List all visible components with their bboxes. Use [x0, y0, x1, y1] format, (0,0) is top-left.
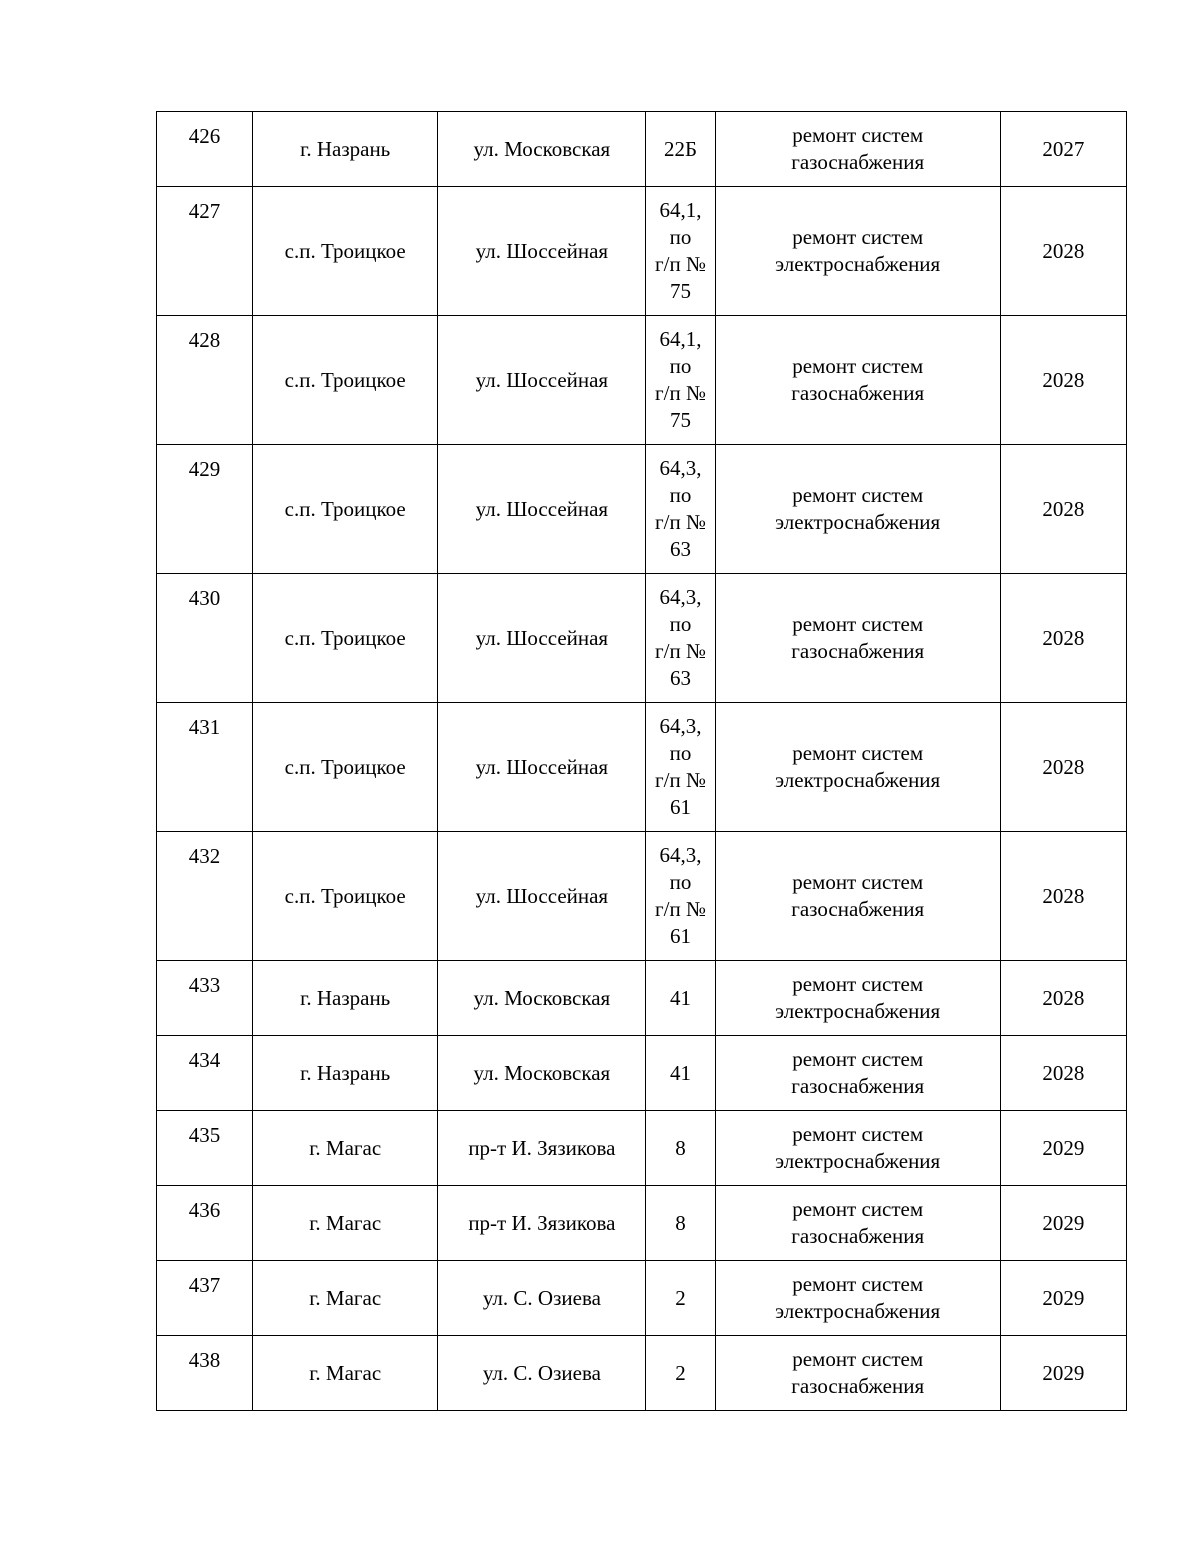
street-cell: ул. Шоссейная — [438, 187, 646, 316]
settlement-cell: с.п. Троицкое — [253, 703, 438, 832]
year-cell: 2029 — [1000, 1111, 1126, 1186]
house-number-cell — [646, 316, 715, 445]
street-cell: ул. Московская — [438, 112, 646, 187]
house-number-line: г/п № — [655, 897, 706, 921]
table-row — [157, 1036, 1127, 1111]
street-cell: пр-т И. Зязикова — [438, 1111, 646, 1186]
settlement-cell: с.п. Троицкое — [253, 445, 438, 574]
settlement-cell: с.п. Троицкое — [253, 832, 438, 961]
house-number-cell — [646, 703, 715, 832]
work-type-line: ремонт систем — [792, 1122, 924, 1146]
work-type-line: ремонт систем — [792, 1272, 924, 1296]
row-number: 436 — [188, 1198, 221, 1222]
house-number-line: 64,3, — [659, 585, 702, 609]
row-number: 437 — [188, 1273, 221, 1297]
work-type-cell — [715, 961, 1000, 1036]
house-number-cell — [646, 1186, 715, 1261]
settlement-cell: г. Магас — [253, 1336, 438, 1411]
house-number-line: 22Б — [663, 136, 698, 161]
work-type-line: ремонт систем — [792, 1347, 924, 1371]
house-number-cell — [646, 112, 715, 187]
house-number-line: 8 — [675, 1135, 686, 1160]
house-number-line: 8 — [675, 1210, 686, 1235]
table-row — [157, 574, 1127, 703]
table-row — [157, 1336, 1127, 1411]
row-number-cell — [157, 112, 253, 187]
repair-schedule-table — [156, 111, 1127, 1411]
street-cell: пр-т И. Зязикова — [438, 1186, 646, 1261]
year-cell: 2028 — [1000, 187, 1126, 316]
table-row — [157, 1186, 1127, 1261]
work-type-line: газоснабжения — [791, 897, 925, 921]
work-type-cell — [715, 574, 1000, 703]
house-number-line: 64,3, — [659, 456, 702, 480]
row-number: 429 — [188, 457, 221, 481]
row-number: 434 — [188, 1048, 221, 1072]
house-number-line: 63 — [670, 537, 692, 561]
table-row — [157, 703, 1127, 832]
house-number-cell — [646, 574, 715, 703]
house-number-line: 61 — [670, 924, 692, 948]
work-type-line: газоснабжения — [791, 639, 925, 663]
row-number: 435 — [188, 1123, 221, 1147]
work-type-line: газоснабжения — [791, 381, 925, 405]
house-number-line: г/п № — [655, 639, 706, 663]
street-cell: ул. Шоссейная — [438, 574, 646, 703]
work-type-cell — [715, 1336, 1000, 1411]
house-number-line: по — [669, 612, 692, 636]
settlement-cell: г. Магас — [253, 1186, 438, 1261]
house-number-cell — [646, 187, 715, 316]
table-row — [157, 1261, 1127, 1336]
year-cell: 2028 — [1000, 961, 1126, 1036]
house-number-line: по — [669, 225, 692, 249]
year-cell: 2028 — [1000, 445, 1126, 574]
work-type-line: ремонт систем — [792, 123, 924, 147]
work-type-cell — [715, 112, 1000, 187]
house-number-cell — [646, 1036, 715, 1111]
work-type-cell — [715, 187, 1000, 316]
house-number-line: г/п № — [655, 510, 706, 534]
work-type-line: ремонт систем — [792, 1047, 924, 1071]
work-type-line: газоснабжения — [791, 150, 925, 174]
work-type-line: ремонт систем — [792, 972, 924, 996]
row-number: 432 — [188, 844, 221, 868]
table-row — [157, 961, 1127, 1036]
settlement-cell: г. Магас — [253, 1261, 438, 1336]
street-cell: ул. Шоссейная — [438, 703, 646, 832]
table-row — [157, 445, 1127, 574]
row-number: 431 — [188, 715, 221, 739]
house-number-line: 64,3, — [659, 714, 702, 738]
row-number: 427 — [188, 199, 221, 223]
year-cell: 2028 — [1000, 316, 1126, 445]
work-type-cell — [715, 1261, 1000, 1336]
row-number-cell — [157, 187, 253, 316]
row-number-cell — [157, 1111, 253, 1186]
work-type-line: электроснабжения — [775, 1299, 941, 1323]
house-number-line: 2 — [675, 1285, 686, 1310]
work-type-line: электроснабжения — [775, 510, 941, 534]
table-body — [157, 112, 1127, 1411]
table-row — [157, 1111, 1127, 1186]
house-number-cell — [646, 1261, 715, 1336]
year-cell: 2028 — [1000, 703, 1126, 832]
house-number-cell — [646, 961, 715, 1036]
house-number-cell — [646, 445, 715, 574]
row-number-cell — [157, 574, 253, 703]
house-number-line: 63 — [670, 666, 692, 690]
work-type-cell — [715, 445, 1000, 574]
row-number: 426 — [188, 124, 221, 148]
settlement-cell: г. Назрань — [253, 112, 438, 187]
year-cell: 2028 — [1000, 832, 1126, 961]
house-number-line: 41 — [670, 1060, 692, 1085]
house-number-line: по — [669, 741, 692, 765]
table-row — [157, 187, 1127, 316]
house-number-line: по — [669, 354, 692, 378]
house-number-line: 41 — [670, 985, 692, 1010]
row-number-cell — [157, 703, 253, 832]
row-number-cell — [157, 1036, 253, 1111]
work-type-line: газоснабжения — [791, 1374, 925, 1398]
house-number-line: г/п № — [655, 768, 706, 792]
work-type-line: электроснабжения — [775, 768, 941, 792]
table-row — [157, 112, 1127, 187]
work-type-cell — [715, 1036, 1000, 1111]
settlement-cell: г. Назрань — [253, 961, 438, 1036]
settlement-cell: г. Назрань — [253, 1036, 438, 1111]
street-cell: ул. Московская — [438, 961, 646, 1036]
work-type-cell — [715, 832, 1000, 961]
house-number-line: 64,1, — [659, 327, 702, 351]
house-number-line: 64,1, — [659, 198, 702, 222]
settlement-cell: г. Магас — [253, 1111, 438, 1186]
row-number-cell — [157, 1261, 253, 1336]
row-number-cell — [157, 961, 253, 1036]
row-number-cell — [157, 1336, 253, 1411]
work-type-line: ремонт систем — [792, 612, 924, 636]
work-type-line: ремонт систем — [792, 483, 924, 507]
house-number-line: по — [669, 483, 692, 507]
work-type-line: электроснабжения — [775, 999, 941, 1023]
year-cell: 2028 — [1000, 574, 1126, 703]
settlement-cell: с.п. Троицкое — [253, 187, 438, 316]
house-number-line: 2 — [675, 1360, 686, 1385]
house-number-cell — [646, 1336, 715, 1411]
house-number-line: г/п № — [655, 381, 706, 405]
year-cell: 2028 — [1000, 1036, 1126, 1111]
house-number-line: 75 — [670, 279, 692, 303]
settlement-cell: с.п. Троицкое — [253, 574, 438, 703]
work-type-line: электроснабжения — [775, 252, 941, 276]
house-number-cell — [646, 832, 715, 961]
work-type-cell — [715, 1186, 1000, 1261]
year-cell: 2029 — [1000, 1261, 1126, 1336]
work-type-line: газоснабжения — [791, 1074, 925, 1098]
row-number: 430 — [188, 586, 221, 610]
street-cell: ул. Шоссейная — [438, 316, 646, 445]
row-number-cell — [157, 1186, 253, 1261]
table-row — [157, 316, 1127, 445]
table-row — [157, 832, 1127, 961]
street-cell: ул. Московская — [438, 1036, 646, 1111]
row-number-cell — [157, 316, 253, 445]
work-type-line: газоснабжения — [791, 1224, 925, 1248]
work-type-line: ремонт систем — [792, 354, 924, 378]
work-type-line: электроснабжения — [775, 1149, 941, 1173]
year-cell: 2027 — [1000, 112, 1126, 187]
house-number-line: г/п № — [655, 252, 706, 276]
row-number: 428 — [188, 328, 221, 352]
work-type-cell — [715, 703, 1000, 832]
work-type-cell — [715, 316, 1000, 445]
year-cell: 2029 — [1000, 1336, 1126, 1411]
work-type-line: ремонт систем — [792, 870, 924, 894]
work-type-cell — [715, 1111, 1000, 1186]
house-number-cell — [646, 1111, 715, 1186]
row-number: 438 — [188, 1348, 221, 1372]
year-cell: 2029 — [1000, 1186, 1126, 1261]
street-cell: ул. С. Озиева — [438, 1336, 646, 1411]
row-number: 433 — [188, 973, 221, 997]
house-number-line: по — [669, 870, 692, 894]
work-type-line: ремонт систем — [792, 1197, 924, 1221]
street-cell: ул. Шоссейная — [438, 832, 646, 961]
settlement-cell: с.п. Троицкое — [253, 316, 438, 445]
work-type-line: ремонт систем — [792, 225, 924, 249]
row-number-cell — [157, 832, 253, 961]
row-number-cell — [157, 445, 253, 574]
house-number-line: 64,3, — [659, 843, 702, 867]
street-cell: ул. С. Озиева — [438, 1261, 646, 1336]
house-number-line: 75 — [670, 408, 692, 432]
street-cell: ул. Шоссейная — [438, 445, 646, 574]
house-number-line: 61 — [670, 795, 692, 819]
work-type-line: ремонт систем — [792, 741, 924, 765]
